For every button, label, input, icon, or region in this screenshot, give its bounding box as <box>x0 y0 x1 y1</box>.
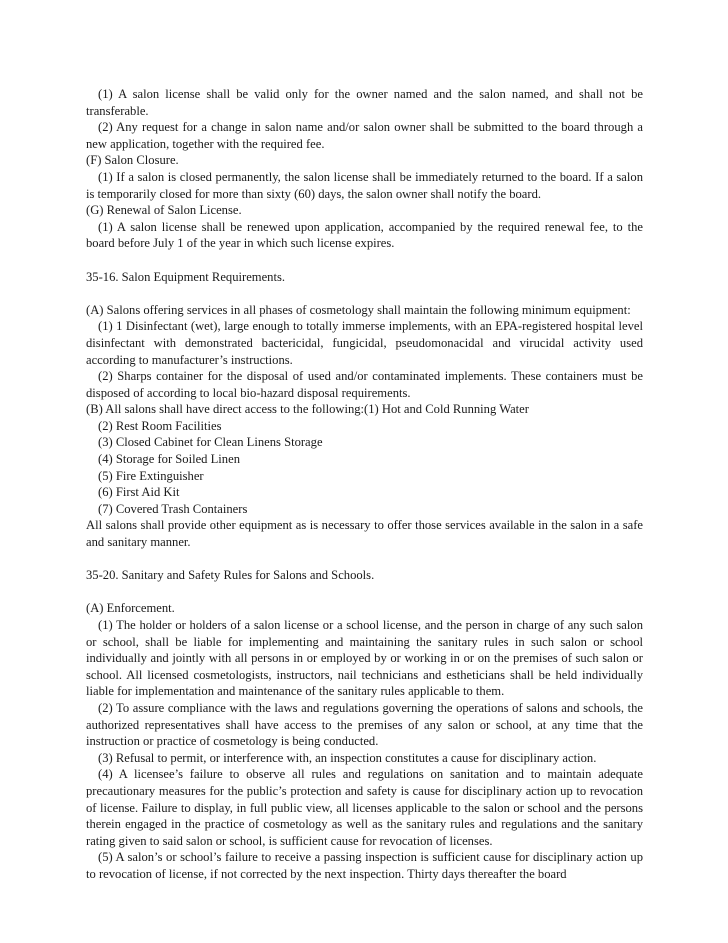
section-heading: 35-20. Sanitary and Safety Rules for Salons and Schools. <box>86 568 375 583</box>
spacer <box>86 252 643 269</box>
paragraph: (A) Salons offering services in all phases of cosmetology shall maintain the following minimum equipment: <box>86 302 631 317</box>
document-page <box>86 86 643 883</box>
paragraph: (2) To assure compliance with the laws and regulations governing the operations of salons and schools, the authorized representatives shall have access to the premises of any salon or school, at any time that the instruction or practice of cosmetology is being conducted. <box>86 700 643 749</box>
spacer <box>86 584 643 601</box>
paragraph: (5) A salon’s or school’s failure to receive a passing inspection is sufficient cause for disciplinary action up to revocation of license, if not corrected by the next inspection. Thirty days thereafter the board <box>86 850 643 881</box>
list-item: (3) Closed Cabinet for Clean Linens Storage <box>98 435 323 450</box>
subsection-heading: (F) Salon Closure. <box>86 153 179 168</box>
list-item: (2) Rest Room Facilities <box>98 418 222 433</box>
spacer <box>86 285 643 302</box>
list-item: (5) Fire Extinguisher <box>98 468 204 483</box>
paragraph: All salons shall provide other equipment as is necessary to offer those services available in the salon in a safe and sanitary manner. <box>86 518 643 550</box>
paragraph: (1) A salon license shall be valid only for the owner named and the salon named, and shall not be transferable. <box>86 87 643 118</box>
spacer <box>86 551 643 568</box>
list-item: (4) Storage for Soiled Linen <box>98 452 240 467</box>
paragraph: (4) A licensee’s failure to observe all rules and regulations on sanitation and to maintain adequate precautionary measures for the public’s protection and safety is cause for disciplinary action up to revocation of license. Failure to display, in full public view, all licenses applicable to the salon or school and the persons therein engaged in the practice of cosmetology as well as the sanitary rules and regulations and the sanitary rating given to said salon or school, is sufficient cause for revocation of licenses. <box>86 767 643 848</box>
paragraph: (1) 1 Disinfectant (wet), large enough to totally immerse implements, with an EPA-registered hospital level disinfectant with demonstrated bactericidal, fungicidal, pseudomonacidal and virucidal activity used according to manufacturer’s instructions. <box>86 319 643 367</box>
paragraph: (2) Any request for a change in salon name and/or salon owner shall be submitted to the board through a new application, together with the required fee. <box>86 120 643 151</box>
list-item: (7) Covered Trash Containers <box>98 501 248 516</box>
paragraph: (B) All salons shall have direct access to the following:(1) Hot and Cold Running Water <box>86 402 529 417</box>
paragraph: (1) A salon license shall be renewed upon application, accompanied by the required renewal fee, to the board before July 1 of the year in which such license expires. <box>86 219 643 251</box>
paragraph: (1) If a salon is closed permanently, the salon license shall be immediately returned to the board. If a salon is temporarily closed for more than sixty (60) days, the salon owner shall notify the board. <box>86 169 643 201</box>
paragraph: (2) Sharps container for the disposal of used and/or contaminated implements. These containers must be disposed of according to local bio-hazard disposal requirements. <box>86 369 643 400</box>
section-heading: 35-16. Salon Equipment Requirements. <box>86 269 286 284</box>
subsection-heading: (G) Renewal of Salon License. <box>86 203 242 218</box>
subsection-heading: (A) Enforcement. <box>86 601 175 616</box>
list-item: (6) First Aid Kit <box>98 485 180 500</box>
paragraph: (3) Refusal to permit, or interference with, an inspection constitutes a cause for disciplinary action. <box>98 750 597 765</box>
paragraph: (1) The holder or holders of a salon license or a school license, and the person in charge of any such salon or school, shall be liable for implementing and maintaining the sanitary rules in such salon or school individually and jointly with all persons in or employed by or working in or on the premises of such salon or school. All licensed cosmetologists, instructors, nail technicians and estheticians shall be held individually liable for implementation and maintenance of the sanitary rules applicable to them. <box>86 618 643 699</box>
